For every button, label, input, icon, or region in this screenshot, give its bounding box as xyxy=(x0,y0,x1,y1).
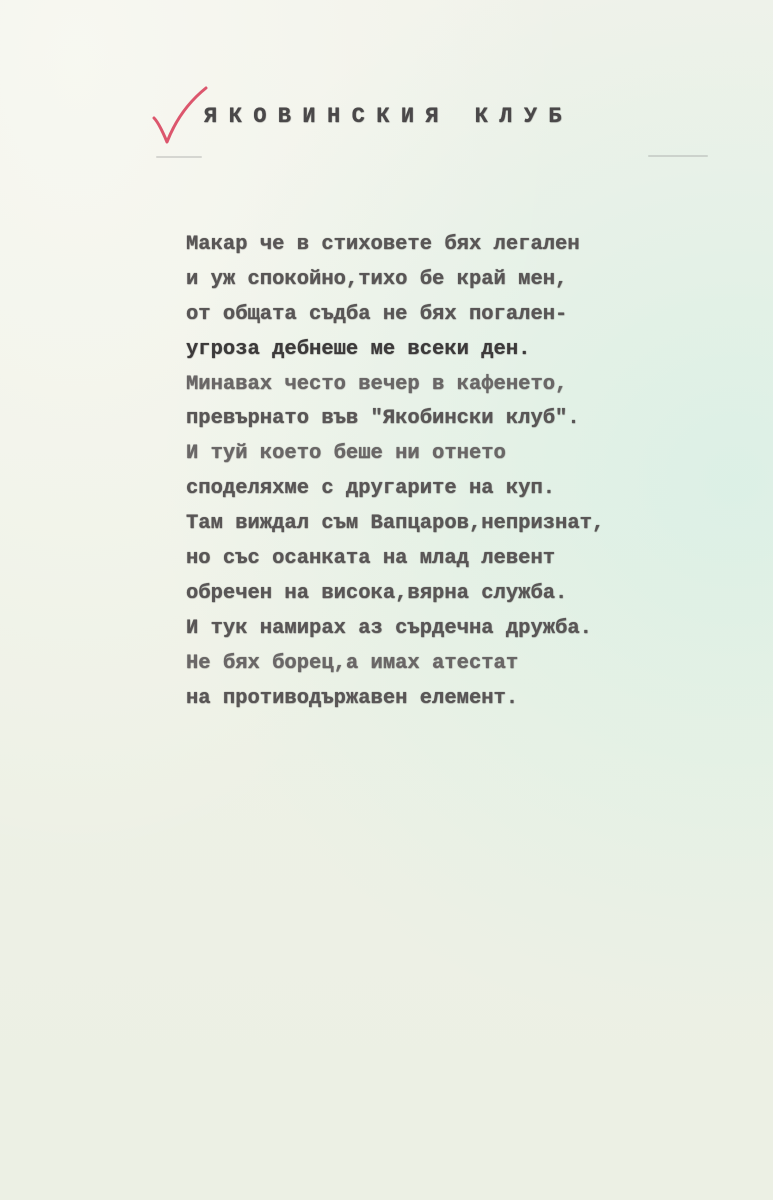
poem-line: Там виждал съм Вапцаров,непризнат, xyxy=(186,512,605,536)
poem-line: Минавах често вечер в кафенето, xyxy=(186,372,568,396)
poem-line: на противодържавен елемент. xyxy=(186,686,519,710)
poem-line: И тук намирах аз сърдечна дружба. xyxy=(186,616,592,640)
poem-line: от общата съдба не бях погален- xyxy=(186,302,568,326)
poem-line: споделяхме с другарите на куп. xyxy=(186,477,556,501)
poem-line: И туй което беше ни отнето xyxy=(186,442,506,466)
poem-line: превърнато във "Якобински клуб". xyxy=(186,407,580,431)
poem-line: и уж спокойно,тихо бе край мен, xyxy=(186,267,568,291)
poem-line: Не бях борец,а имах атестат xyxy=(186,651,519,675)
poem-line: Макар че в стиховете бях легален xyxy=(186,233,580,256)
poem-line: угроза дебнеше ме всеки ден. xyxy=(186,337,531,361)
document-title: ЯКОВИНСКИЯ КЛУБ xyxy=(204,104,574,129)
poem-line: но със осанката на млад левент xyxy=(186,547,556,571)
paper-smudge xyxy=(156,156,202,158)
paper-smudge xyxy=(648,155,708,157)
poem-body xyxy=(186,228,604,716)
poem-line: обречен на висока,вярна служба. xyxy=(186,581,568,605)
red-checkmark-icon xyxy=(150,84,212,150)
